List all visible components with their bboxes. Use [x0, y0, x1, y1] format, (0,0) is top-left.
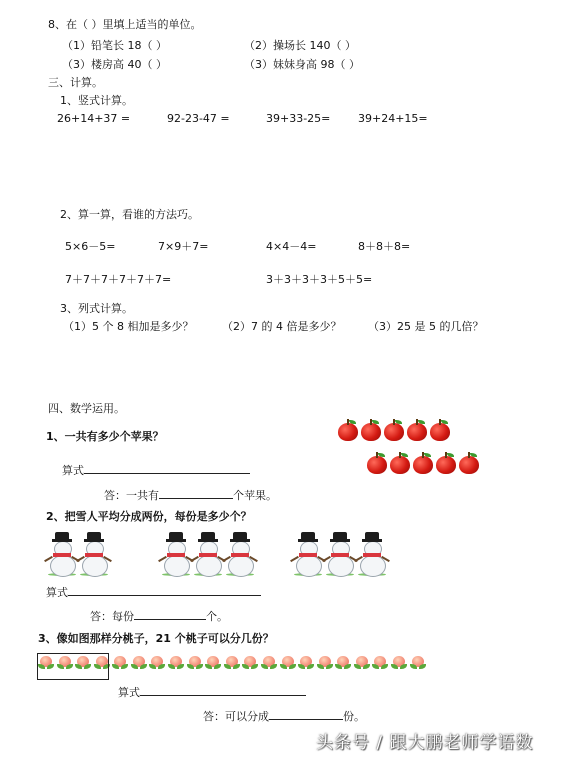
peach-icon — [168, 656, 184, 670]
answer-blank[interactable] — [269, 708, 343, 720]
section-4-title: 四、数学运用。 — [48, 402, 125, 415]
apple-row-1 — [337, 419, 452, 441]
snowman-icon — [76, 530, 112, 576]
apple-row-2 — [366, 452, 481, 474]
apple-icon — [383, 419, 405, 441]
apple-icon — [412, 452, 434, 474]
formula-line — [62, 462, 250, 478]
answer-line — [90, 608, 228, 624]
answer-prefix: 答：可以分成 — [203, 710, 269, 723]
unit-item-field: （2）操场长 140（ ） — [244, 39, 356, 52]
formula-blank[interactable] — [140, 684, 306, 696]
peach-icon — [261, 656, 277, 670]
answer-blank[interactable] — [159, 487, 233, 499]
list-calc-item: （3）25 是 5 的几倍？ — [368, 320, 484, 333]
vertical-calc-item: 92-23-47 = — [167, 112, 230, 125]
formula-blank[interactable] — [68, 584, 261, 596]
section-8-title: 8、在（ ）里填上适当的单位。 — [48, 18, 202, 31]
answer-suffix: 个。 — [206, 610, 228, 623]
apple-question-title: 1、一共有多少个苹果？ — [46, 430, 164, 443]
clever-calc-item: 7×9＋7= — [158, 240, 209, 253]
answer-line — [203, 708, 365, 724]
peach-icon — [372, 656, 388, 670]
clever-calc-item: 4×4－4= — [266, 240, 317, 253]
peach-icon — [112, 656, 128, 670]
apple-icon — [435, 452, 457, 474]
answer-suffix: 个苹果。 — [233, 489, 277, 502]
answer-suffix: 份。 — [343, 710, 365, 723]
peach-icon — [410, 656, 426, 670]
peach-group-box — [37, 653, 109, 680]
list-calc-item: （2）7 的 4 倍是多少？ — [222, 320, 342, 333]
snowman-group-2 — [158, 530, 254, 576]
peach-icon — [131, 656, 147, 670]
peach-icon — [391, 656, 407, 670]
answer-prefix: 答：每份 — [90, 610, 134, 623]
apple-icon — [429, 419, 451, 441]
snowman-icon — [158, 530, 194, 576]
snowman-icon — [44, 530, 80, 576]
peach-icon — [149, 656, 165, 670]
clever-calc-item: 8＋8＋8= — [358, 240, 411, 253]
peach-icon — [187, 656, 203, 670]
apple-icon — [389, 452, 411, 474]
apple-icon — [337, 419, 359, 441]
formula-label: 算式 — [118, 686, 140, 699]
answer-prefix: 答：一共有 — [104, 489, 159, 502]
vertical-calc-item: 26+14+37 = — [57, 112, 131, 125]
peach-icon — [317, 656, 333, 670]
apple-icon — [406, 419, 428, 441]
vertical-calc-item: 39+24+15= — [358, 112, 428, 125]
formula-line — [118, 684, 306, 700]
clever-calc-item: 7＋7＋7＋7＋7＋7= — [65, 273, 172, 286]
peach-icon — [242, 656, 258, 670]
snowman-question-title: 2、把雪人平均分成两份，每份是多少个？ — [46, 510, 252, 523]
watermark: 头条号 / 跟大鹏老师学语数 — [316, 733, 534, 753]
unit-item-building: （3）楼房高 40（ ） — [62, 58, 167, 71]
list-calc-title: 3、列式计算。 — [60, 302, 133, 315]
answer-blank[interactable] — [134, 608, 206, 620]
unit-item-sister: （3）妹妹身高 98（ ） — [244, 58, 360, 71]
section-3-title: 三、计算。 — [48, 76, 103, 89]
apple-icon — [366, 452, 388, 474]
clever-calc-item: 5×6－5= — [65, 240, 116, 253]
answer-line — [104, 487, 277, 503]
vertical-calc-title: 1、竖式计算。 — [60, 94, 133, 107]
snowman-group-1 — [44, 530, 108, 576]
formula-line — [46, 584, 261, 600]
peach-icon — [224, 656, 240, 670]
snowman-group-3 — [290, 530, 386, 576]
apple-icon — [360, 419, 382, 441]
apple-icon — [458, 452, 480, 474]
unit-item-pencil: （1）铅笔长 18（ ） — [62, 39, 167, 52]
peach-icon — [298, 656, 314, 670]
peach-question-title: 3、像如图那样分桃子，21 个桃子可以分几份？ — [38, 632, 274, 645]
peach-icon — [354, 656, 370, 670]
formula-label: 算式 — [62, 464, 84, 477]
snowman-icon — [354, 530, 390, 576]
peach-icon — [335, 656, 351, 670]
snowman-icon — [322, 530, 358, 576]
snowman-icon — [290, 530, 326, 576]
list-calc-item: （1）5 个 8 相加是多少？ — [63, 320, 194, 333]
formula-blank[interactable] — [84, 462, 250, 474]
vertical-calc-item: 39+33-25= — [266, 112, 331, 125]
peach-icon — [280, 656, 296, 670]
clever-calc-title: 2、算一算，看谁的方法巧。 — [60, 208, 199, 221]
clever-calc-item: 3＋3＋3＋3＋5＋5= — [266, 273, 373, 286]
peach-icon — [205, 656, 221, 670]
snowman-icon — [222, 530, 258, 576]
formula-label: 算式 — [46, 586, 68, 599]
snowman-icon — [190, 530, 226, 576]
